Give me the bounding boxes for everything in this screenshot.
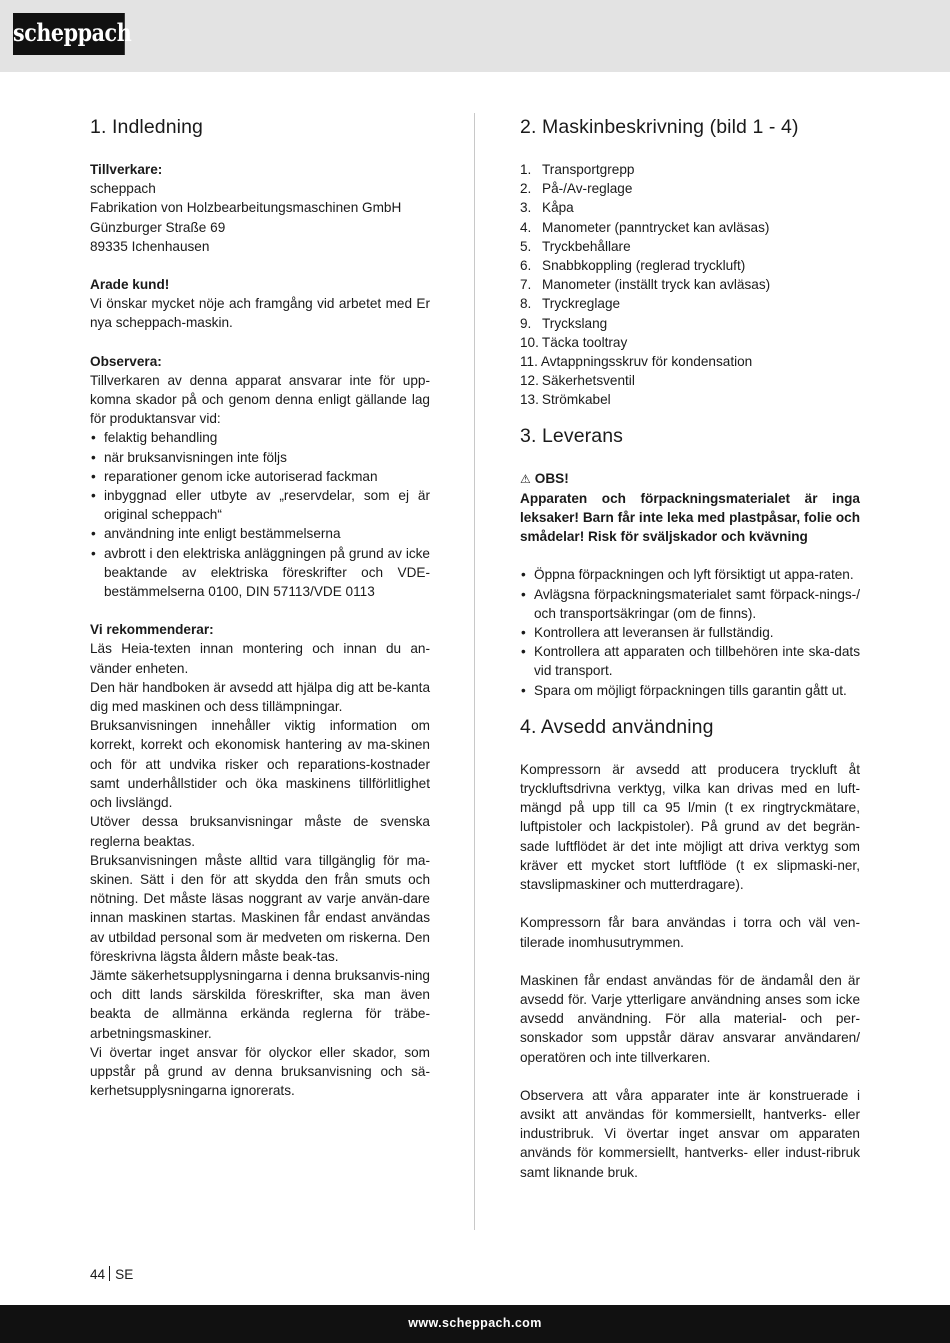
list-item (520, 314, 860, 333)
list-item (520, 237, 860, 256)
right-column (520, 114, 860, 1182)
item-number: 10. (520, 334, 539, 350)
section-title-machine-description: 2. Maskinbeskrivning (bild 1 - 4) (520, 116, 799, 138)
item-text: Manometer (inställt tryck kan avläsas) (542, 277, 771, 293)
note-text: Tillverkaren av denna apparat ansvarar inte för upp-komna skador på och genom denna enligt gällande lag för produktansvar vid: (90, 372, 430, 427)
paragraph: Den här handboken är avsedd att hjälpa dig att be-kanta dig med maskinen och dess tillämpningar. (90, 679, 430, 715)
greeting-text: Vi önskar mycket nöje ach framgång vid arbetet med Er nya scheppach-maskin. (90, 296, 430, 331)
list-item (520, 294, 860, 313)
paragraph: Maskinen får endast användas för de ändamål den är avsedd för. Varje ytterligare användning anses som icke avsedd användning. För alla material- och per-sonskador som uppstår därav ansvarar användaren/ operatören och inte tillverkaren. (520, 972, 860, 1065)
list-item (520, 218, 860, 237)
list-item (520, 179, 860, 198)
list-item: • när bruksanvisningen inte följs (90, 448, 430, 467)
brand-logo: scheppach (13, 13, 125, 55)
item-number: 11. (520, 354, 538, 370)
column-divider (474, 113, 475, 1230)
paragraph: Läs Heia-texten innan montering och innan du an-vänder enheten. (90, 641, 430, 676)
item-text: Kåpa (542, 200, 574, 216)
list-item: • användning inte enligt bestämmelserna (90, 524, 430, 543)
paragraph: Observera att våra apparater inte är konstruerade i avsikt att användas för kommersiellt, hantverks- eller industribruk. Vi övertar inget ansvar om apparaten används för kommersiellt, hantverks- eller indust-ribruk samt liknande bruk. (520, 1087, 860, 1180)
list-item: • Avlägsna förpackningsmaterialet samt förpack-nings-/ och transportsäkringar (om de finns). (520, 585, 860, 623)
liability-list (90, 428, 430, 601)
recommend-label: Vi rekommenderar: (90, 622, 214, 638)
greeting-block (90, 275, 430, 333)
item-number: 7. (520, 277, 532, 293)
left-column (90, 114, 430, 1100)
manufacturer-line: scheppach (90, 181, 156, 197)
separator (109, 1266, 110, 1281)
item-text: Manometer (panntrycket kan avläsas) (542, 219, 770, 235)
item-number: 4. (520, 219, 532, 235)
paragraph: Vi övertar inget ansvar för olyckor eller skador, som uppstår på grund av denna bruksanvisning och sä-kerhetsupplysningarna ignorerats. (90, 1044, 430, 1099)
website-url: www.scheppach.com (408, 1316, 542, 1330)
item-text: Transportgrepp (542, 162, 635, 177)
list-item: • inbyggnad eller utbyte av „reservdelar, som ej är original scheppach“ (90, 486, 430, 524)
manufacturer-line: Fabrikation von Holzbearbeitungsmaschinen GmbH (90, 200, 402, 216)
item-number: 13. (520, 392, 539, 408)
item-number: 2. (520, 181, 532, 197)
list-item: • Öppna förpackningen och lyft försiktigt ut appa-raten. (520, 565, 860, 584)
list-item: • Kontrollera att leveransen är fullständig. (520, 623, 860, 642)
paragraph: Jämte säkerhetsupplysningarna i denna bruksanvis-ning och ditt lands särskilda föreskrifter, ska man även beakta de allmänna erkända reglerna för träbe-arbetningsmaskiner. (90, 967, 430, 1041)
item-number: 8. (520, 296, 532, 312)
manufacturer-label: Tillverkare: (90, 162, 163, 177)
list-item: • Kontrollera att apparaten och tillbehören inte ska-dats vid transport. (520, 642, 860, 680)
liability-note-block (90, 352, 430, 602)
item-number: 6. (520, 258, 532, 274)
warning-block (520, 469, 860, 547)
paragraph: Utöver dessa bruksanvisningar måste de svenska reglerna beaktas. (90, 814, 430, 849)
warning-triangle-icon: ⚠ (520, 471, 531, 486)
manufacturer-block (90, 160, 430, 256)
item-text: Tryckslang (542, 315, 608, 331)
item-text: Tryckbehållare (542, 238, 631, 254)
item-text: Säkerhetsventil (541, 373, 635, 389)
list-item: • avbrott i den elektriska anläggningen på grund av icke beaktande av elektriska föreskrifter och VDE-bestämmelserna 0100, DIN 57113/VDE 0113 (90, 544, 430, 602)
paragraph: Kompressorn är avsedd att producera tryckluft åt tryckluftsdrivna verktyg, vilka kan drivas med en luft-mängd på upp till ca 95 l/min (t ex ringtryckmätare, luftpistoler och lackpistoler). På grund av det begrän-sade luftflödet är det inte möjligt att driva verktyg som kräver ett mycket stort luftflöde (t ex slipmaski-ner, stavslipmaskiner och mutterdragare). (520, 761, 860, 893)
manufacturer-line: 89335 Ichenhausen (90, 238, 210, 254)
list-item (520, 275, 860, 294)
list-item (520, 198, 860, 217)
section-title-delivery: 3. Leverans (520, 424, 623, 447)
recommendation-block (90, 620, 430, 1100)
warning-text: Apparaten och förpackningsmaterialet är inga leksaker! Barn får inte leka med plastpåsar, folie och smådelar! Risk för sväljskador och kvävning (520, 490, 860, 545)
footer-bar (0, 1305, 950, 1343)
header-bar (0, 0, 950, 72)
page-number-value: 44 (90, 1267, 106, 1282)
list-item: • reparationer genom icke autoriserad fackman (90, 467, 430, 486)
note-label: Observera: (90, 353, 162, 369)
list-item (520, 256, 860, 275)
list-item: • felaktig behandling (90, 428, 430, 447)
list-item (520, 371, 860, 390)
section-title-intended-use: 4. Avsedd användning (520, 715, 714, 738)
item-text: Tryckreglage (542, 296, 621, 312)
manufacturer-line: Günzburger Straße 69 (90, 219, 226, 235)
page-number (90, 1265, 133, 1284)
paragraph: Kompressorn får bara användas i torra och väl ven-tilerade inomhusutrymmen. (520, 915, 860, 950)
item-text: Strömkabel (541, 392, 611, 408)
item-number: 5. (520, 238, 532, 254)
item-text: Snabbkoppling (reglerad tryckluft) (542, 258, 746, 274)
list-item: • Spara om möjligt förpackningen tills garantin gått ut. (520, 681, 860, 700)
section-title-introduction: 1. Indledning (90, 116, 203, 138)
list-item (520, 352, 860, 371)
warning-label: OBS! (534, 470, 569, 486)
item-number: 9. (520, 315, 532, 331)
paragraph: Bruksanvisningen innehåller viktig information om korrekt, korrekt och ekonomisk hantering av ma-skinen och för att undvika risker och reparations-kostnader samt underhållstider och öka maskinens tillförlitlighet och livslängd. (90, 718, 430, 811)
paragraph: Bruksanvisningen måste alltid vara tillgänglig för ma-skinen. Sätt i den för att skydda den från smuts och nötning. Det måste läsas noggrant av varje använ-dare innan maskinen startas. Maskinen får endast användas av utbildad personal som är medveten om riskerna. Den föreskrivna lägsta åldern måste beak-tas. (90, 852, 430, 964)
item-text: Täcka tooltray (541, 334, 628, 350)
list-item (520, 333, 860, 352)
language-code: SE (115, 1267, 134, 1282)
item-number: 3. (520, 200, 532, 216)
delivery-list (520, 565, 860, 699)
list-item (520, 390, 860, 409)
item-number: 1. (520, 162, 532, 177)
parts-list (520, 160, 860, 410)
greeting-label: Arade kund! (90, 277, 170, 293)
item-text: Avtappningsskruv för kondensation (540, 354, 753, 370)
list-item (520, 160, 860, 179)
item-number: 12. (520, 373, 539, 389)
item-text: På-/Av-reglage (542, 181, 633, 197)
